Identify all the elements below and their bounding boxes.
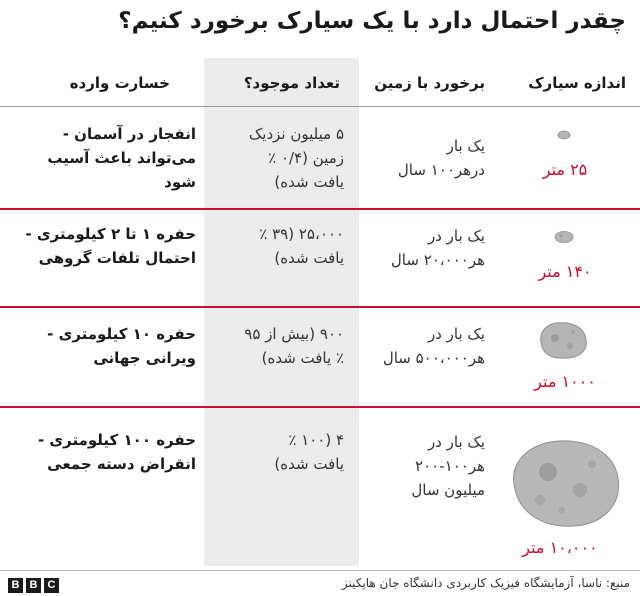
source-credit: منبع: ناسا، آزمایشگاه فیزیک کاربردی دانشگاه جان هاپکینز bbox=[341, 576, 630, 590]
frequency-line: یک بار در bbox=[427, 227, 485, 245]
page-title: چقدر احتمال دارد با یک سیارک برخورد کنیم؟ bbox=[118, 8, 626, 34]
frequency-line: هر۲۰،۰۰۰ سال bbox=[390, 251, 485, 269]
frequency-line: هر۱۰۰-۲۰۰ bbox=[415, 457, 485, 475]
damage-line: شود bbox=[164, 173, 196, 191]
available-line: یافت شده) bbox=[274, 249, 344, 267]
available-line: ۵ میلیون نزدیک bbox=[248, 125, 344, 143]
header-size: اندازه سیارک bbox=[528, 74, 626, 92]
size-label: ۱۰۰۰ متر bbox=[534, 372, 596, 391]
damage-line: انقراض دسته جمعی bbox=[47, 455, 196, 473]
bbc-logo-letter: B bbox=[8, 578, 23, 593]
asteroid-small-icon bbox=[553, 128, 575, 142]
bbc-logo-letter: C bbox=[44, 578, 59, 593]
available-line: ٪ یافت شده) bbox=[261, 349, 344, 367]
frequency-line: هر۵۰۰،۰۰۰ سال bbox=[382, 349, 485, 367]
frequency-line: یک بار در bbox=[427, 433, 485, 451]
bbc-logo-letter: B bbox=[26, 578, 41, 593]
available-line: زمین (۰/۴ ٪ bbox=[268, 149, 344, 167]
available-line: یافت شده) bbox=[274, 455, 344, 473]
asteroid-medium-icon bbox=[550, 228, 578, 246]
frequency-line: یک بار bbox=[446, 137, 485, 155]
size-label: ۱۰،۰۰۰ متر bbox=[522, 538, 598, 557]
damage-line: حفره ۱ تا ۲ کیلومتری - bbox=[25, 225, 196, 243]
row-divider bbox=[0, 306, 640, 308]
damage-line: ویرانی جهانی bbox=[93, 349, 196, 367]
damage-line: احتمال تلفات گروهی bbox=[38, 249, 196, 267]
bbc-logo bbox=[8, 578, 59, 593]
available-line: ۴ (۱۰۰ ٪ bbox=[288, 431, 344, 449]
frequency-line: درهر۱۰۰ سال bbox=[397, 161, 485, 179]
footer-divider bbox=[0, 570, 640, 571]
frequency-line: میلیون سال bbox=[411, 481, 485, 499]
available-line: یافت شده) bbox=[274, 173, 344, 191]
row-divider bbox=[0, 208, 640, 210]
header-damage: خسارت وارده bbox=[69, 74, 170, 92]
asteroid-large-icon bbox=[533, 316, 593, 364]
header-available: تعداد موجود؟ bbox=[243, 74, 340, 92]
available-line: ۹۰۰ (بیش از ۹۵ bbox=[244, 325, 344, 343]
available-line: ۲۵،۰۰۰ (۳۹ ٪ bbox=[259, 225, 344, 243]
frequency-line: یک بار در bbox=[427, 325, 485, 343]
header-divider bbox=[0, 106, 640, 107]
size-label: ۱۴۰ متر bbox=[538, 262, 592, 281]
damage-line: حفره ۱۰۰ کیلومتری - bbox=[37, 431, 196, 449]
asteroid-huge-icon bbox=[504, 432, 628, 534]
damage-line: حفره ۱۰ کیلومتری - bbox=[47, 325, 196, 343]
size-label: ۲۵ متر bbox=[542, 160, 588, 179]
damage-line: انفجار در آسمان - bbox=[62, 125, 196, 143]
row-divider bbox=[0, 406, 640, 408]
damage-line: می‌تواند باعث آسیب bbox=[47, 149, 196, 167]
header-frequency: برخورد با زمین bbox=[374, 74, 485, 92]
